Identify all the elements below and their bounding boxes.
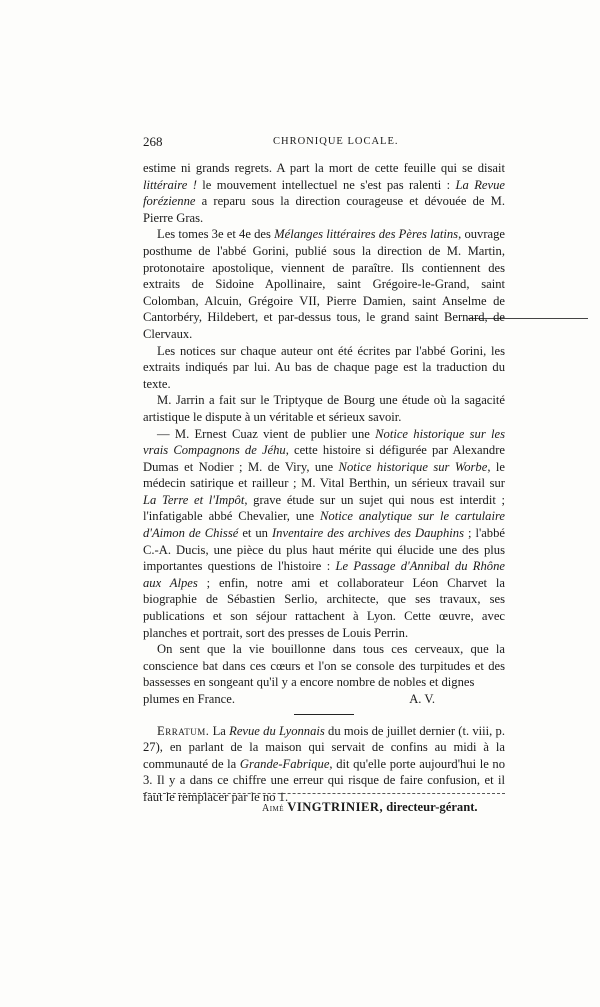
erratum-paragraph: Erratum. La Revue du Lyonnais du mois de juillet dernier (t. viii, p. 27), en parlant de la maison qui servait de confins au midi à la communauté de la Grande-Fabrique, dit qu'elle porte aujourd'hui le no 3. Il y a dans ce chiffre une erreur qui risque de faire confusion, et il faut le remplacer par le no 1.	[143, 723, 505, 804]
paragraph-4: M. Jarrin a fait sur le Triptyque de Bourg une étude où la sagacité artistique le dispute à un véritable et sérieux savoir.	[143, 393, 505, 424]
running-title: CHRONIQUE LOCALE.	[273, 136, 399, 147]
erratum-label: Erratum.	[157, 723, 210, 738]
paragraph-2: Les tomes 3e et 4e des Mélanges littéraires des Pères latins, ouvrage posthume de l'abbé Gorini, publié sous la direction de M. Martin, protonotaire apostolique, viennent de paraître. Ils contiennent des extraits de Sidoine Apollinaire, saint Grégoire-le-Grand, saint Colomban, Alcuin, Grégoire VII, Pierre Damien, saint Anselme de Cantorbéry, Hildebert, et par-dessus tous, le grand saint Bernard, de Clervaux.	[143, 227, 506, 341]
paragraph-1: estime ni grands regrets. A part la mort de cette feuille qui se disait littéraire ! le mouvement intellectuel ne s'est pas ralenti : La Revue forézienne a reparu sous la direction courageuse et dévouée de M. Pierre Gras.	[143, 161, 505, 225]
editor-signature: Aimé VINGTRINIER, directeur-gérant.	[262, 800, 478, 814]
paragraph-5: — M. Ernest Cuaz vient de publier une Notice historique sur les vrais Compagnons de Jéhu, cette histoire si défigurée par Alexandre Dumas et Nodier ; M. de Viry, une Notice historique sur Worbe, le médecin satirique et railleur ; M. Vital Berthin, un sérieux travail sur La Terre et l'Impôt, grave étude sur un sujet qui nous est interdit ; l'infatigable abbé Chevalier, une Notice analytique sur le cartulaire d'Aimon de Chissé et un Inventaire des archives des Dauphins ; l'abbé C.-A. Ducis, une pièce du plus haut mérite qui élucide une des plus importantes questions de l'histoire : Le Passage d'Annibal du Rhône aux Alpes ; enfin, notre ami et collaborateur Léon Charvet la biographie de Sébastien Serlio, architecte, que ses travaux, ses publications et son séjour rattachent à Lyon. Cette œuvre, avec planches et portrait, sort des presses de Louis Perrin.	[143, 426, 506, 640]
closing-text: plumes en France.	[143, 692, 235, 706]
paragraph-6: On sent que la vie bouillonne dans tous ces cerveaux, que la conscience bat dans ces cœurs et l'on se console des turpitudes et des bassesses en songeant qu'il y a encore nombre de nobles et dignes	[143, 642, 505, 690]
author-initials: A. V.	[409, 692, 435, 706]
section-divider	[294, 714, 354, 715]
closing-line	[143, 691, 505, 708]
paragraph-3: Les notices sur chaque auteur ont été écrites par l'abbé Gorini, les extraits indiqués par lui. Au bas de chaque page est la traduction du texte.	[143, 343, 505, 391]
body-text	[143, 160, 505, 806]
page-number: 268	[143, 134, 163, 149]
footer-rule	[143, 793, 505, 794]
